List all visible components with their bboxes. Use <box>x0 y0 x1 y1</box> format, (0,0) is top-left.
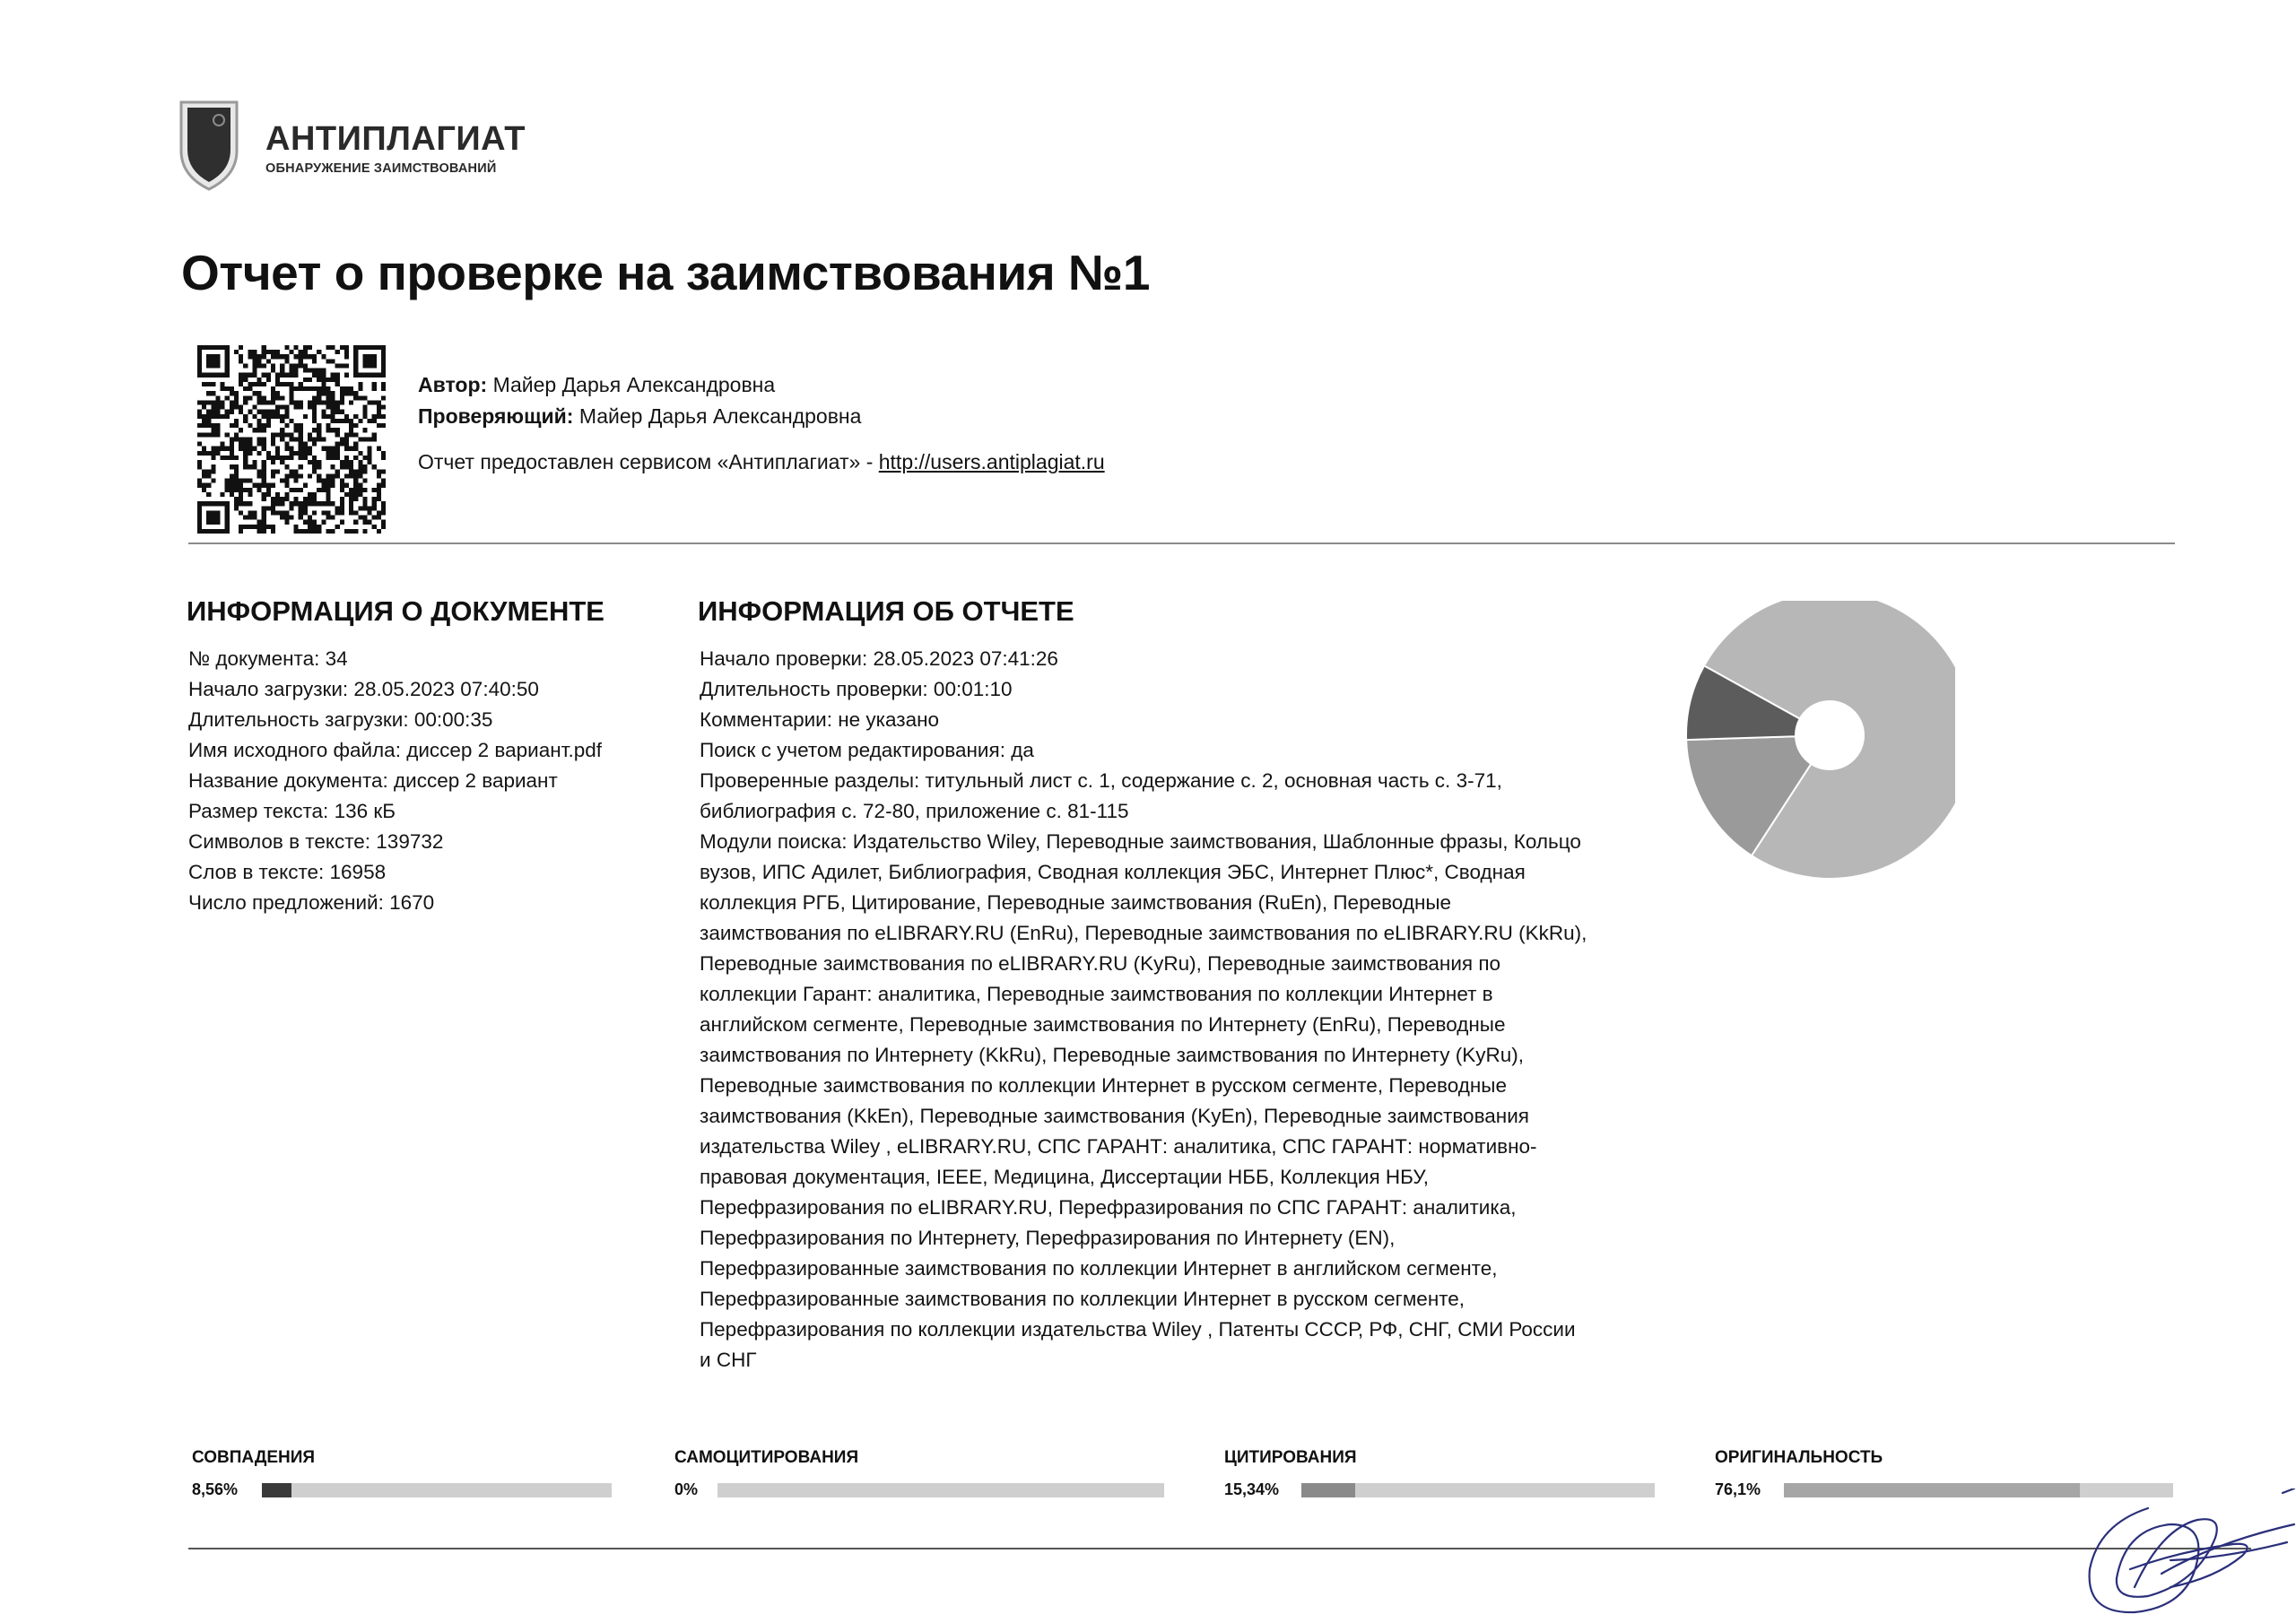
stat-label: СОВПАДЕНИЯ <box>192 1448 316 1467</box>
page-title: Отчет о проверке на заимствования №1 <box>181 245 1150 300</box>
stat-self-citations <box>674 1448 859 1498</box>
stat-bar-fill <box>262 1483 291 1497</box>
stat-label: САМОЦИТИРОВАНИЯ <box>674 1448 859 1467</box>
checker-label: Проверяющий: <box>418 404 574 428</box>
handwritten-signature <box>2063 1488 2296 1623</box>
stat-bar <box>718 1483 1164 1497</box>
stat-citations <box>1224 1448 1357 1498</box>
stat-value: 15,34% <box>1224 1480 1280 1498</box>
stat-value: 8,56% <box>192 1480 239 1498</box>
stat-label: ЦИТИРОВАНИЯ <box>1224 1448 1357 1467</box>
author-label: Автор: <box>418 373 488 396</box>
shield-icon <box>178 99 240 192</box>
doc-info-item: Имя исходного файла: диссер 2 вариант.pdf <box>188 739 603 761</box>
report-info-item: Поиск с учетом редактирования: да <box>700 739 1034 761</box>
logo-subtitle: ОБНАРУЖЕНИЕ ЗАИМСТВОВАНИЙ <box>265 161 497 176</box>
doc-info-item: Длительность загрузки: 00:00:35 <box>188 708 493 731</box>
doc-info-item: № документа: 34 <box>188 647 348 670</box>
document-info-heading: ИНФОРМАЦИЯ О ДОКУМЕНТЕ <box>187 595 604 627</box>
stat-bar <box>1301 1483 1655 1497</box>
service-line <box>418 447 1105 478</box>
stat-value: 0% <box>674 1480 699 1498</box>
logo-title: АНТИПЛАГИАТ <box>265 120 526 158</box>
doc-info-item: Название документа: диссер 2 вариант <box>188 769 558 792</box>
author-value: Майер Дарья Александровна <box>492 373 776 396</box>
stat-matches <box>192 1448 316 1498</box>
author-line <box>418 369 1105 401</box>
doc-info-item: Начало загрузки: 28.05.2023 07:40:50 <box>188 678 539 700</box>
stat-bar-fill <box>1784 1483 2080 1497</box>
originality-donut-chart <box>1650 601 1955 888</box>
report-info-list <box>700 644 1587 1376</box>
report-info-item: Длительность проверки: 00:01:10 <box>700 678 1013 700</box>
doc-info-item: Число предложений: 1670 <box>188 891 435 914</box>
stat-originality <box>1715 1448 1883 1498</box>
search-modules: Модули поиска: Издательство Wiley, Переводные заимствования, Шаблонные фразы, Кольцо вузов, ИПС Адилет, Библиография, Сводная коллекция ЭБС, Интернет Плюс*, Сводная коллекция РГБ, Цитирование, Переводные заимствования (RuEn), Переводные заимствования по eLIBRARY.RU (EnRu), Переводные заимствования по eLIBRARY.RU (KkRu), Переводные заимствования по eLIBRARY.RU (KyRu), Переводные заимствования по коллекции Гарант: аналитика, Переводные заимствования по коллекции Интернет в английском сегменте, Переводные заимствования по Интернету (EnRu), Переводные заимствования по Интернету (KkRu), Переводные заимствования по Интернету (KyRu), Переводные заимствования по коллекции Интернет в русском сегменте, Переводные заимствования (KkEn), Переводные заимствования (KyEn), Переводные заимствования издательства Wiley , eLIBRARY.RU, СПС ГАРАНТ: аналитика, СПС ГАРАНТ: нормативно-правовая документация, IEEE, Медицина, Диссертации НББ, Коллекция НБУ, Перефразирования по eLIBRARY.RU, Перефразирования по СПС ГАРАНТ: аналитика, Перефразирования по Интернету, Перефразирования по Интернету (EN), Перефразированные заимствования по коллекции Интернет в английском сегменте, Перефразированные заимствования по коллекции Интернет в русском сегменте, Перефразирования по коллекции издательства Wiley , Патенты СССР, РФ, СНГ, СМИ России и СНГ <box>700 830 1587 1371</box>
antiplagiat-logo <box>178 99 554 197</box>
doc-info-item: Размер текста: 136 кБ <box>188 800 396 822</box>
checker-value: Майер Дарья Александровна <box>578 404 862 428</box>
checker-line <box>418 401 1105 432</box>
checked-sections: Проверенные разделы: титульный лист с. 1, содержание с. 2, основная часть с. 3-71, библиография с. 72-80, приложение с. 81-115 <box>700 769 1502 822</box>
stat-bar-fill <box>1301 1483 1355 1497</box>
qr-code <box>197 345 386 534</box>
report-info-item: Комментарии: не указано <box>700 708 940 731</box>
signature-line <box>188 1548 2251 1549</box>
report-info-heading: ИНФОРМАЦИЯ ОБ ОТЧЕТЕ <box>698 595 1074 627</box>
stat-bar <box>262 1483 612 1497</box>
divider <box>188 542 2175 544</box>
doc-info-item: Слов в тексте: 16958 <box>188 861 387 883</box>
report-info-item: Начало проверки: 28.05.2023 07:41:26 <box>700 647 1058 670</box>
stat-value: 76,1% <box>1715 1480 1761 1498</box>
service-link[interactable]: http://users.antiplagiat.ru <box>878 450 1105 473</box>
author-block <box>418 369 1105 478</box>
service-text: Отчет предоставлен сервисом «Антиплагиат» - <box>418 450 879 473</box>
document-info-list <box>188 644 602 918</box>
doc-info-item: Символов в тексте: 139732 <box>188 830 444 853</box>
stat-label: ОРИГИНАЛЬНОСТЬ <box>1715 1448 1883 1467</box>
